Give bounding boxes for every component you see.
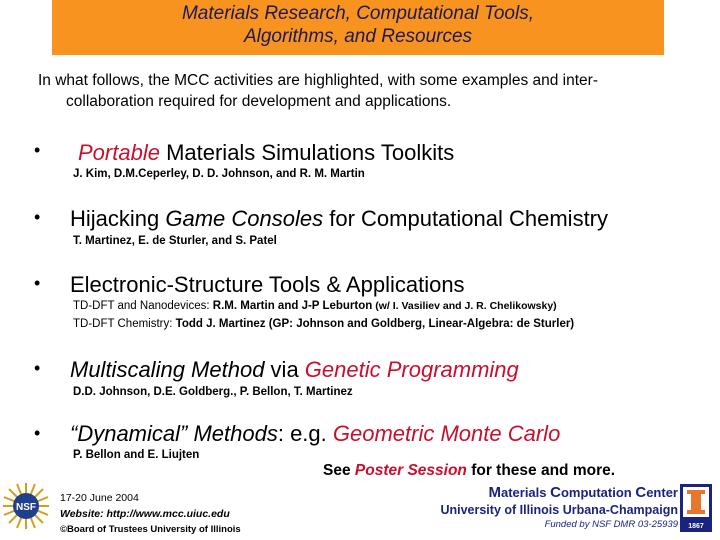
mcc-word-2: omputation [560,485,636,500]
bullet-4-heading-emphasis: Multiscaling Method [70,357,265,382]
mcc-initial-c: C [550,484,561,501]
intro-line-1: In what follows, the MCC activities are highlighted, with some examples and inter- [38,72,598,89]
bullet-3-line1-label: TD-DFT and Nanodevices: [73,300,213,312]
bullet-dot: • [34,207,41,227]
title-line-1: Materials Research, Computational Tools, [181,3,535,24]
footer [0,480,720,540]
mcc-name [440,484,678,501]
poster-note-after: for these and more. [466,462,616,479]
poster-session-note [323,462,615,480]
mcc-word-1: aterials [500,485,551,500]
bullet-2-authors: T. Martinez, E. de Sturler, and S. Patel [73,235,277,247]
bullet-2-heading [70,206,608,232]
bullet-4-authors: D.D. Johnson, D.E. Goldberg., P. Bellon, T. Martinez [73,386,353,398]
bullet-5-heading-accent: Geometric Monte Carlo [332,421,561,446]
footer-center-info [440,484,678,530]
illinois-logo-icon [680,484,712,532]
poster-note-before: See [323,462,355,479]
bullet-4-heading [70,357,519,383]
bullet-dot: • [34,140,41,160]
bullet-5-heading-eg: : e.g. [277,421,333,446]
university-name: University of Illinois Urbana-Champaign [440,503,678,517]
bullet-3-line2-label: TD-DFT Chemistry: [73,318,176,330]
illinois-logo-year: 1867 [688,523,704,530]
bullet-3-line2-names: Todd J. Martinez [175,318,266,330]
bullet-3-detail-line-1 [73,300,557,312]
bullet-5-heading-emphasis: “Dynamical” Methods [70,421,278,446]
bullet-2-heading-emphasis: Game Consoles [165,206,324,231]
mcc-initial-m: M [488,484,501,501]
title-line-2: Algorithms, and Resources [243,26,473,47]
bullet-1-heading-emphasis: Portable [78,140,160,165]
bullet-3-line2-collab: (GP: Johnson and Goldberg, Linear-Algebra: de Sturler) [265,318,575,330]
nsf-logo-text: NSF [16,502,36,513]
footer-website[interactable]: Website: http://www.mcc.uiuc.edu [60,508,230,520]
bullet-1-authors: J. Kim, D.M.Ceperley, D. D. Johnson, and R. M. Martin [73,168,365,180]
footer-copyright: ©Board of Trustees University of Illinois [60,524,241,535]
nsf-logo-icon [2,482,50,530]
bullet-dot: • [34,423,41,443]
poster-note-highlight: Poster Session [354,462,467,479]
bullet-dot: • [34,358,41,378]
bullet-2-heading-part3: for Computational Chemistry [323,206,609,231]
intro-paragraph [38,70,698,112]
bullet-5-authors: P. Bellon and E. Liujten [73,449,200,461]
mcc-word-3: enter [646,485,678,500]
bullet-4-heading-accent: Genetic Programming [304,357,519,382]
bullet-2-heading-part1: Hijacking [70,206,166,231]
bullet-1-heading-text: Materials Simulations Toolkits [159,140,455,165]
bullet-5-heading [70,421,560,447]
footer-info [60,490,241,538]
bullet-dot: • [34,273,41,293]
bullet-4-heading-via: via [264,357,305,382]
intro-line-2: collaboration required for development and applications. [66,93,452,110]
funding-note: Funded by NSF DMR 03-25939 [544,519,678,530]
mcc-initial-c2: C [635,484,647,501]
bullet-3-line1-collab: (w/ I. Vasiliev and J. R. Chelikowsky) [372,300,557,312]
bullet-3-line1-names: R.M. Martin and J-P Leburton [212,300,373,312]
bullet-3-heading: Electronic-Structure Tools & Applications [70,272,465,297]
title-banner [52,0,664,55]
bullet-3-detail-line-2 [73,318,574,330]
bullet-1-heading [78,140,454,166]
footer-date: 17-20 June 2004 [60,492,139,504]
